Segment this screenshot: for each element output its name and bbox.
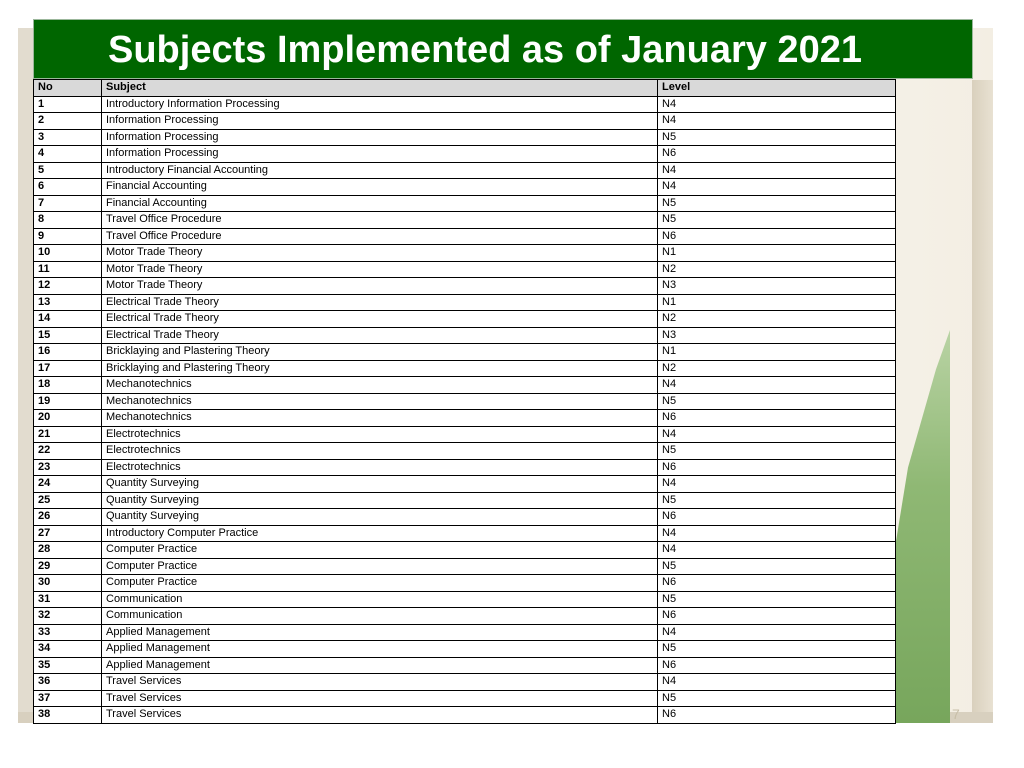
table-row — [34, 707, 896, 724]
cell-level: N3 — [658, 327, 896, 344]
cell-level: N5 — [658, 690, 896, 707]
cell-level: N2 — [658, 360, 896, 377]
cell-no: 22 — [34, 443, 102, 460]
table-row — [34, 509, 896, 526]
slide-right-border — [972, 80, 993, 723]
table-row — [34, 690, 896, 707]
cell-level: N5 — [658, 558, 896, 575]
table-row — [34, 558, 896, 575]
table-row — [34, 294, 896, 311]
table-row — [34, 344, 896, 361]
column-header-no: No — [34, 80, 102, 97]
cell-no: 14 — [34, 311, 102, 328]
cell-level: N4 — [658, 624, 896, 641]
cell-no: 36 — [34, 674, 102, 691]
table-row — [34, 476, 896, 493]
cell-level: N6 — [658, 575, 896, 592]
cell-no: 11 — [34, 261, 102, 278]
cell-subject: Motor Trade Theory — [102, 261, 658, 278]
cell-no: 5 — [34, 162, 102, 179]
cell-subject: Communication — [102, 608, 658, 625]
column-header-level: Level — [658, 80, 896, 97]
cell-no: 37 — [34, 690, 102, 707]
cell-subject: Electrical Trade Theory — [102, 294, 658, 311]
cell-level: N6 — [658, 657, 896, 674]
table-row — [34, 113, 896, 130]
cell-subject: Quantity Surveying — [102, 492, 658, 509]
table-row — [34, 674, 896, 691]
cell-level: N2 — [658, 261, 896, 278]
cell-subject: Electrotechnics — [102, 443, 658, 460]
cell-subject: Electrotechnics — [102, 426, 658, 443]
cell-subject: Financial Accounting — [102, 195, 658, 212]
table-row — [34, 410, 896, 427]
cell-level: N4 — [658, 96, 896, 113]
cell-level: N4 — [658, 113, 896, 130]
cell-no: 32 — [34, 608, 102, 625]
cell-level: N6 — [658, 146, 896, 163]
cell-level: N6 — [658, 228, 896, 245]
cell-level: N6 — [658, 608, 896, 625]
table-row — [34, 525, 896, 542]
table-row — [34, 608, 896, 625]
cell-no: 15 — [34, 327, 102, 344]
cell-subject: Travel Services — [102, 707, 658, 724]
cell-no: 10 — [34, 245, 102, 262]
cell-level: N4 — [658, 542, 896, 559]
cell-subject: Information Processing — [102, 113, 658, 130]
cell-no: 21 — [34, 426, 102, 443]
cell-no: 38 — [34, 707, 102, 724]
cell-subject: Travel Services — [102, 690, 658, 707]
cell-no: 31 — [34, 591, 102, 608]
cell-subject: Applied Management — [102, 641, 658, 658]
cell-level: N5 — [658, 195, 896, 212]
cell-level: N1 — [658, 245, 896, 262]
cell-level: N1 — [658, 294, 896, 311]
cell-subject: Computer Practice — [102, 575, 658, 592]
cell-subject: Introductory Computer Practice — [102, 525, 658, 542]
cell-subject: Mechanotechnics — [102, 410, 658, 427]
cell-subject: Travel Office Procedure — [102, 212, 658, 229]
cell-level: N6 — [658, 410, 896, 427]
table-row — [34, 624, 896, 641]
cell-no: 13 — [34, 294, 102, 311]
table-row — [34, 278, 896, 295]
cell-level: N4 — [658, 476, 896, 493]
table-row — [34, 129, 896, 146]
cell-no: 16 — [34, 344, 102, 361]
cell-subject: Introductory Financial Accounting — [102, 162, 658, 179]
table-row — [34, 245, 896, 262]
cell-no: 1 — [34, 96, 102, 113]
table-row — [34, 162, 896, 179]
subjects-table — [33, 79, 896, 724]
cell-subject: Motor Trade Theory — [102, 278, 658, 295]
cell-no: 35 — [34, 657, 102, 674]
cell-subject: Applied Management — [102, 657, 658, 674]
cell-no: 8 — [34, 212, 102, 229]
cell-subject: Information Processing — [102, 146, 658, 163]
cell-subject: Electrotechnics — [102, 459, 658, 476]
cell-no: 26 — [34, 509, 102, 526]
table-row — [34, 360, 896, 377]
table-row — [34, 393, 896, 410]
cell-level: N5 — [658, 393, 896, 410]
table-row — [34, 377, 896, 394]
cell-no: 9 — [34, 228, 102, 245]
cell-subject: Travel Services — [102, 674, 658, 691]
cell-no: 7 — [34, 195, 102, 212]
cell-subject: Travel Office Procedure — [102, 228, 658, 245]
cell-subject: Financial Accounting — [102, 179, 658, 196]
table-row — [34, 542, 896, 559]
cell-level: N5 — [658, 641, 896, 658]
cell-no: 33 — [34, 624, 102, 641]
cell-level: N5 — [658, 492, 896, 509]
cell-no: 24 — [34, 476, 102, 493]
page-number: 7 — [952, 706, 960, 722]
table-row — [34, 443, 896, 460]
cell-no: 29 — [34, 558, 102, 575]
cell-level: N4 — [658, 525, 896, 542]
cell-level: N2 — [658, 311, 896, 328]
table-row — [34, 641, 896, 658]
table-header-row — [34, 80, 896, 97]
cell-level: N5 — [658, 443, 896, 460]
cell-subject: Mechanotechnics — [102, 393, 658, 410]
cell-no: 27 — [34, 525, 102, 542]
table-row — [34, 195, 896, 212]
cell-subject: Computer Practice — [102, 542, 658, 559]
cell-level: N4 — [658, 162, 896, 179]
cell-level: N6 — [658, 459, 896, 476]
cell-no: 23 — [34, 459, 102, 476]
cell-level: N4 — [658, 179, 896, 196]
cell-subject: Introductory Information Processing — [102, 96, 658, 113]
cell-level: N3 — [658, 278, 896, 295]
cell-level: N5 — [658, 212, 896, 229]
cell-level: N6 — [658, 707, 896, 724]
cell-no: 34 — [34, 641, 102, 658]
slide-title: Subjects Implemented as of January 2021 — [33, 19, 973, 79]
table-row — [34, 179, 896, 196]
cell-subject: Bricklaying and Plastering Theory — [102, 360, 658, 377]
cell-no: 17 — [34, 360, 102, 377]
table-row — [34, 492, 896, 509]
cell-subject: Electrical Trade Theory — [102, 311, 658, 328]
cell-no: 25 — [34, 492, 102, 509]
cell-no: 18 — [34, 377, 102, 394]
table-row — [34, 311, 896, 328]
cell-level: N4 — [658, 377, 896, 394]
cell-no: 19 — [34, 393, 102, 410]
cell-level: N6 — [658, 509, 896, 526]
table-body — [34, 96, 896, 723]
table-row — [34, 459, 896, 476]
table-row — [34, 212, 896, 229]
cell-no: 6 — [34, 179, 102, 196]
cell-subject: Motor Trade Theory — [102, 245, 658, 262]
table-row — [34, 96, 896, 113]
cell-no: 3 — [34, 129, 102, 146]
cell-no: 20 — [34, 410, 102, 427]
cell-subject: Bricklaying and Plastering Theory — [102, 344, 658, 361]
table-row — [34, 426, 896, 443]
cell-level: N4 — [658, 426, 896, 443]
column-header-subject: Subject — [102, 80, 658, 97]
cell-subject: Computer Practice — [102, 558, 658, 575]
table-row — [34, 261, 896, 278]
cell-subject: Quantity Surveying — [102, 509, 658, 526]
cell-no: 28 — [34, 542, 102, 559]
cell-subject: Information Processing — [102, 129, 658, 146]
table-row — [34, 591, 896, 608]
cell-level: N1 — [658, 344, 896, 361]
table-row — [34, 228, 896, 245]
table-row — [34, 327, 896, 344]
table-row — [34, 575, 896, 592]
cell-subject: Electrical Trade Theory — [102, 327, 658, 344]
table-row — [34, 146, 896, 163]
slide-left-border — [18, 28, 34, 723]
cell-no: 12 — [34, 278, 102, 295]
cell-no: 30 — [34, 575, 102, 592]
cell-level: N4 — [658, 674, 896, 691]
table-row — [34, 657, 896, 674]
cell-level: N5 — [658, 129, 896, 146]
cell-subject: Applied Management — [102, 624, 658, 641]
cell-subject: Quantity Surveying — [102, 476, 658, 493]
cell-no: 2 — [34, 113, 102, 130]
cell-no: 4 — [34, 146, 102, 163]
cell-subject: Mechanotechnics — [102, 377, 658, 394]
cell-level: N5 — [658, 591, 896, 608]
cell-subject: Communication — [102, 591, 658, 608]
